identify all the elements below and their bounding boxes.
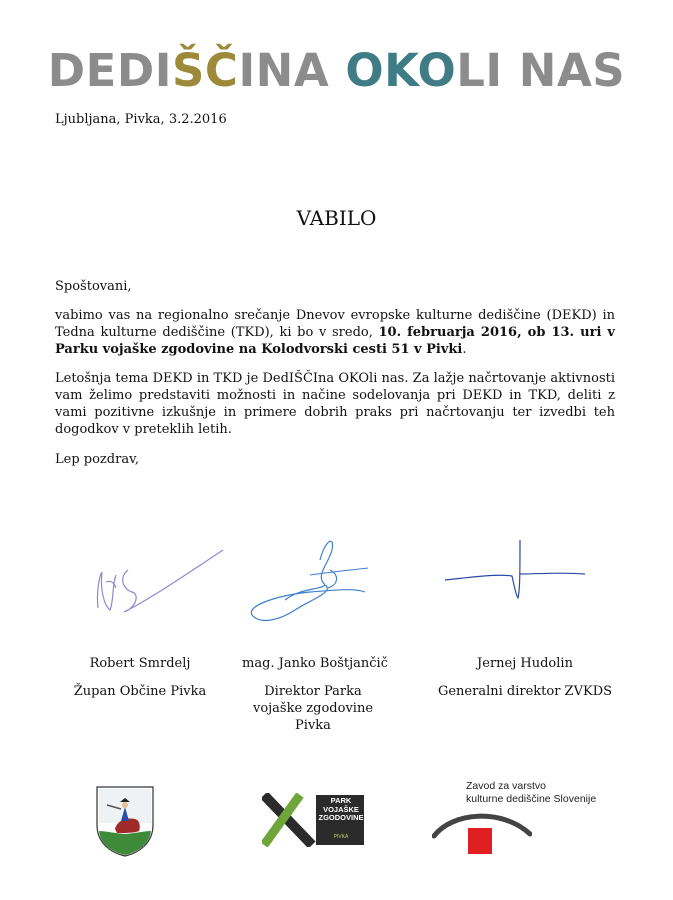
zvkds-line-2: kulturne dediščine Slovenije [466,793,597,805]
signatory-role: Direktor Parka vojaške zgodovine Pivka [252,684,374,733]
letter-heading: VABILO [296,206,377,230]
signature-janko-bostjancic [240,530,380,640]
title-part-1: DEDI [47,44,172,97]
title-part-3: INA [238,44,346,97]
paragraph-invitation-end: . [462,342,467,357]
park-logo-line: VOJAŠKE [323,804,359,814]
campaign-title-logo [0,46,673,96]
signature-robert-smrdelj [88,530,228,620]
title-part-2: ŠČ [172,44,239,97]
event-details: 10. februarja 2016, ob 13. uri v Parku vojaške zgodovine na Kolodvorski cesti 51 v Pivki [55,325,615,357]
date-line: Ljubljana, Pivka, 3.2.2016 [55,112,227,127]
zvkds-logo-icon [432,808,532,858]
title-part-5: LI NAS [456,44,626,97]
paragraph-invitation-text: vabimo vas na regionalno srečanje Dnevov evropske kulturne dediščine (DEKD) in Tedna kulturne dediščine (TKD), ki bo v sredo, [55,308,615,340]
signatory-role: Župan Občine Pivka [73,684,207,699]
park-logo-subtitle: PIVKA [333,834,349,840]
park-logo-text [318,797,364,823]
signature-jernej-hudolin [440,530,590,610]
signatory-name: Jernej Hudolin [477,656,573,671]
park-logo-line: PARK [330,796,352,805]
signatory-role: Generalni direktor ZVKDS [437,684,613,699]
title-part-4: OKO [345,44,457,97]
zvkds-logo-text [466,780,596,806]
signatory-name: Robert Smrdelj [89,656,191,671]
closing: Lep pozdrav, [55,452,139,467]
salutation: Spoštovani, [55,279,132,294]
park-logo-line: ZGODOVINE [318,813,364,822]
zvkds-line-1: Zavod za varstvo [466,780,546,792]
coat-of-arms-icon [95,785,155,857]
signatory-name: mag. Janko Boštjančič [242,656,388,671]
paragraph-theme: Letošnja tema DEKD in TKD je DedIŠČIna OKOli nas. Za lažje načrtovanje aktivnosti vam želimo predstaviti možnosti in načine sodelovanja pri DEKD in TKD, deliti z vami pozitivne izkušnje in primere dobrih praks pri načrtovanju ter izvedbi teh dogodkov v preteklih letih. [55,371,615,437]
paragraph-invitation [55,307,615,358]
